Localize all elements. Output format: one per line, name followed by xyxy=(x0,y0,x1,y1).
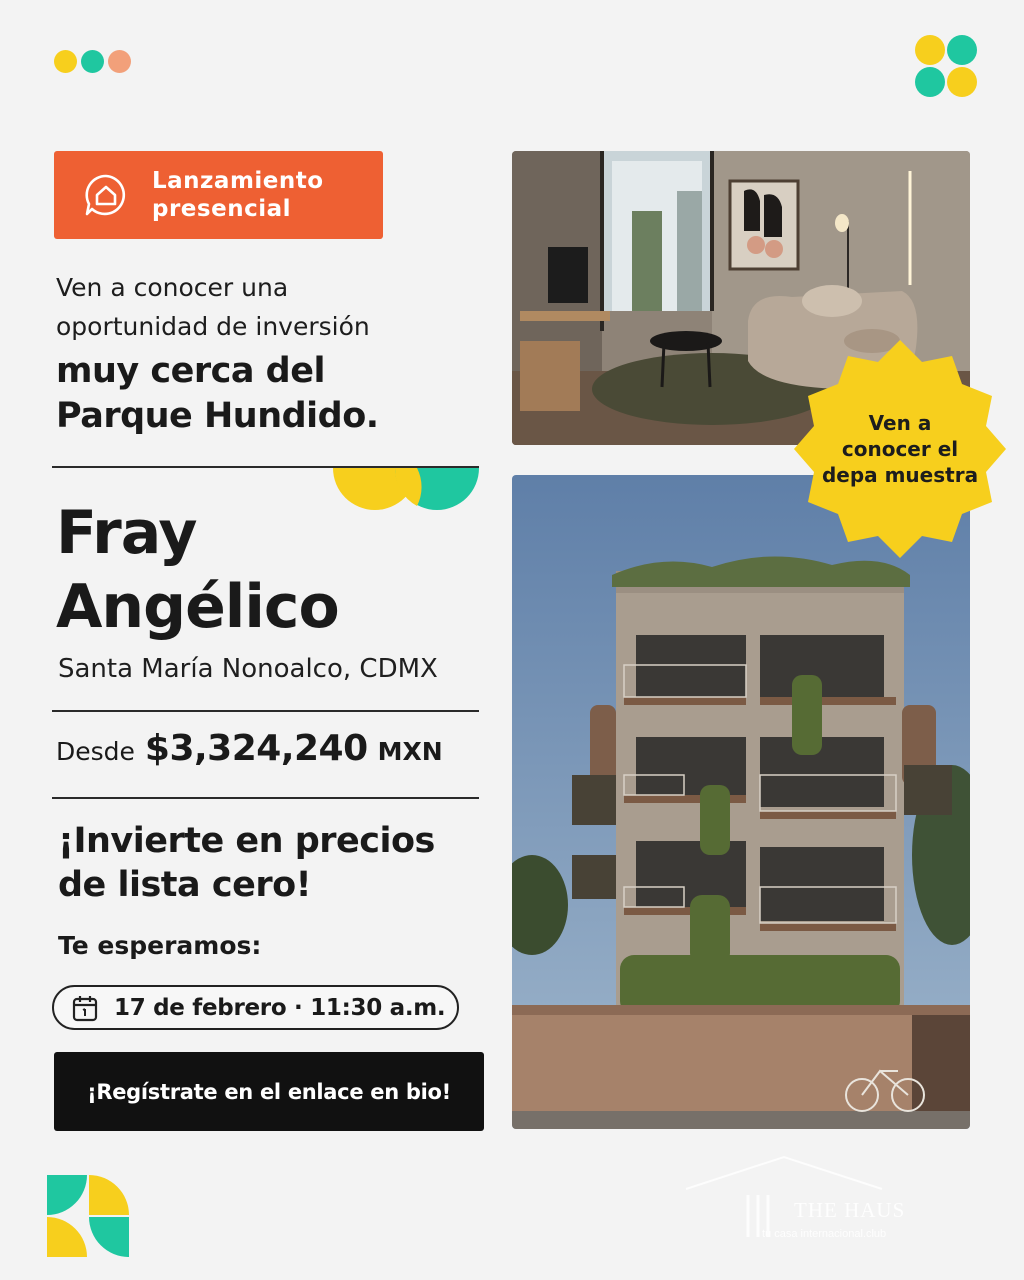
invest-headline xyxy=(58,819,498,907)
decorative-semicircles xyxy=(333,468,479,512)
watermark-tagline: tu casa internacional.club xyxy=(762,1228,887,1240)
badge-label xyxy=(152,167,324,223)
project-title xyxy=(56,496,339,644)
sticker-line-3: depa muestra xyxy=(821,463,979,487)
building-photo xyxy=(512,475,970,1129)
intro-line-2: oportunidad de inversión xyxy=(56,312,370,341)
intro-bold-2: Parque Hundido. xyxy=(56,396,379,436)
badge-line-1: Lanzamiento xyxy=(152,168,324,194)
intro-bold-1: muy cerca del xyxy=(56,351,325,391)
badge-line-2: presencial xyxy=(152,196,291,222)
sticker-line-1: Ven a xyxy=(868,411,932,435)
register-button-label: ¡Regístrate en el enlace en bio! xyxy=(87,1079,451,1104)
title-line-1: Fray xyxy=(56,498,197,568)
invest-line-1: ¡Invierte en precios xyxy=(58,821,435,861)
sticker-text xyxy=(790,336,1010,562)
divider xyxy=(52,797,479,799)
yellow-dot xyxy=(54,50,77,73)
home-chat-icon xyxy=(84,173,128,217)
register-button[interactable] xyxy=(54,1052,484,1131)
price-currency: MXN xyxy=(377,737,443,766)
divider xyxy=(52,710,479,712)
project-location: Santa María Nonoalco, CDMX xyxy=(58,654,438,684)
price-amount: $3,324,240 xyxy=(144,728,368,769)
decorative-dots xyxy=(54,50,131,73)
teal-dot xyxy=(81,50,104,73)
brand-logo-bottom xyxy=(47,1175,129,1257)
intro-text xyxy=(56,268,476,439)
salmon-dot xyxy=(108,50,131,73)
event-date-text: 17 de febrero · 11:30 a.m. xyxy=(114,994,446,1021)
intro-line-1: Ven a conocer una xyxy=(56,273,289,302)
wait-label: Te esperamos: xyxy=(58,931,262,960)
brand-logo-top xyxy=(914,34,978,98)
sticker-line-2: conocer el xyxy=(841,437,959,461)
price-row xyxy=(56,728,443,769)
invest-line-2: de lista cero! xyxy=(58,865,312,905)
calendar-icon xyxy=(72,994,98,1022)
watermark-name: THE HAUS xyxy=(794,1198,906,1222)
title-line-2: Angélico xyxy=(56,572,339,642)
price-prefix: Desde xyxy=(56,737,135,766)
launch-badge xyxy=(54,151,383,239)
event-date-pill xyxy=(52,985,459,1030)
